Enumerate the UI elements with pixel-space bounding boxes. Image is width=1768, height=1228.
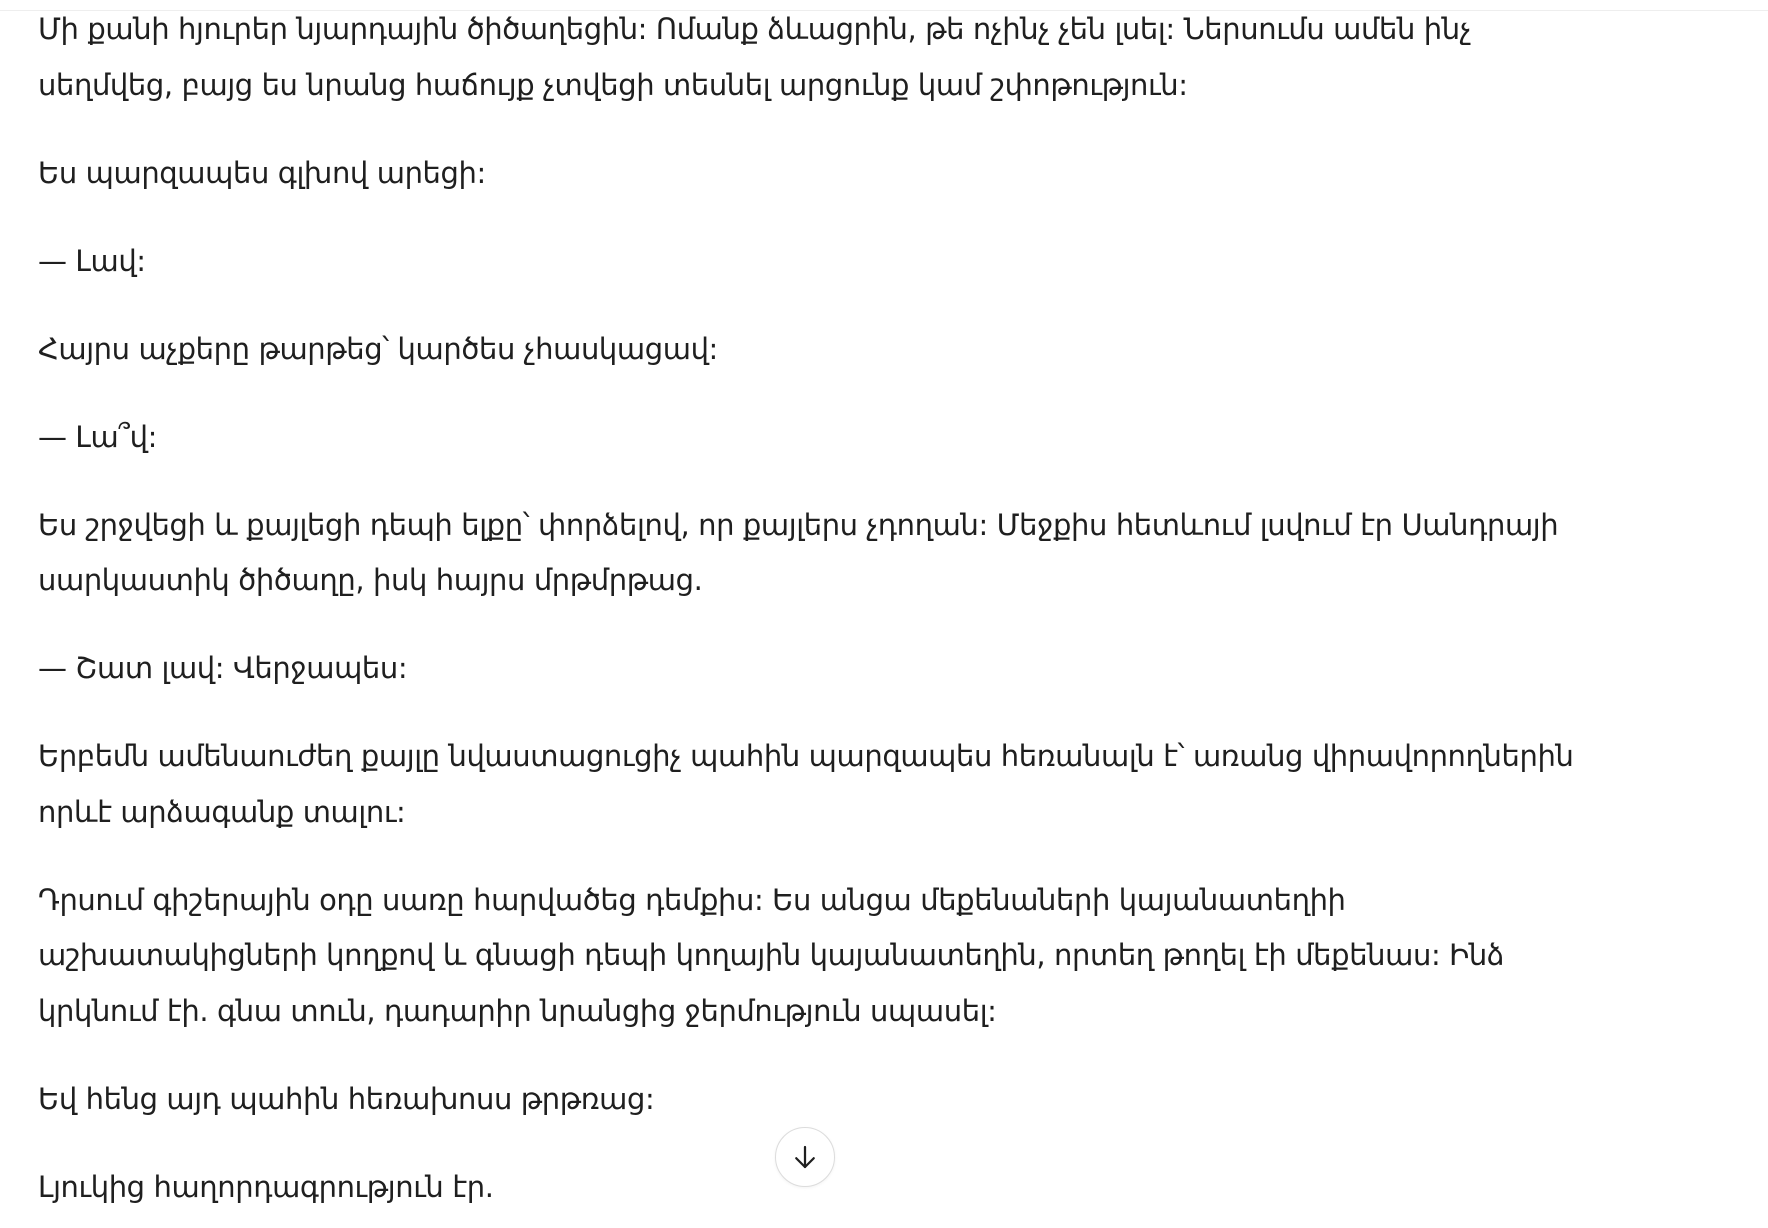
paragraph-line: որևէ արձագանք տալու: bbox=[38, 794, 406, 829]
message-paragraph bbox=[38, 873, 1598, 1040]
message-paragraph bbox=[38, 498, 1598, 609]
paragraph-line: աշխատակիցների կողքով և գնացի դեպի կողային կայանատեղին, որտեղ թողել էի մեքենաս: Ինձ bbox=[38, 938, 1505, 972]
message-paragraph bbox=[38, 641, 1598, 697]
paragraph-line: կրկնում էի. գնա տուն, դադարիր նրանցից ջերմություն սպասել: bbox=[38, 993, 997, 1028]
message-paragraph bbox=[38, 729, 1598, 840]
message-paragraph bbox=[38, 2, 1598, 113]
chat-message-body bbox=[38, 2, 1598, 1228]
message-paragraph bbox=[38, 410, 1598, 466]
message-paragraph bbox=[38, 1072, 1598, 1128]
paragraph-line: Ես շրջվեցի և քայլեցի դեպի ելքը՝ փորձելով, որ քայլերս չդողան: Մեջքիս հետևում լսվում էր Սանդրայի bbox=[38, 507, 1559, 542]
paragraph-line: Դրսում գիշերային օդը սառը հարվածեց դեմքիս: Ես անցա մեքենաների կայանատեղիի bbox=[38, 882, 1346, 917]
paragraph-line: — Շատ լավ: Վերջապես: bbox=[38, 651, 408, 685]
paragraph-line: սարկաստիկ ծիծաղը, իսկ հայրս մրթմրթաց. bbox=[38, 563, 703, 597]
scroll-to-bottom-button[interactable] bbox=[775, 1127, 835, 1187]
message-paragraph bbox=[38, 322, 1598, 378]
paragraph-line: Լյուկից հաղորդագրություն էր. bbox=[38, 1169, 494, 1204]
paragraph-line: — Լավ: bbox=[38, 243, 146, 278]
paragraph-line: Մի քանի հյուրեր նյարդային ծիծաղեցին: Ոմանք ձևացրին, թե ոչինչ չեն լսել: Ներսումս ամեն ինչ bbox=[38, 12, 1472, 46]
message-paragraph bbox=[38, 146, 1598, 202]
paragraph-line: Եվ հենց այդ պահին հեռախոսս թրթռաց: bbox=[38, 1081, 655, 1116]
paragraph-line: Ես պարզապես գլխով արեցի: bbox=[38, 155, 486, 190]
message-paragraph bbox=[38, 234, 1598, 290]
paragraph-line: սեղմվեց, բայց ես նրանց հաճույք չտվեցի տեսնել արցունք կամ շփոթություն: bbox=[38, 67, 1188, 102]
paragraph-line: — Լա՞վ: bbox=[38, 419, 158, 454]
arrow-down-icon bbox=[790, 1142, 820, 1172]
paragraph-line: Հայրս աչքերը թարթեց՝ կարծես չհասկացավ: bbox=[38, 331, 718, 366]
paragraph-line: Երբեմն ամենաուժեղ քայլը նվաստացուցիչ պահին պարզապես հեռանալն է՝ առանց վիրավորողներին bbox=[38, 739, 1574, 773]
